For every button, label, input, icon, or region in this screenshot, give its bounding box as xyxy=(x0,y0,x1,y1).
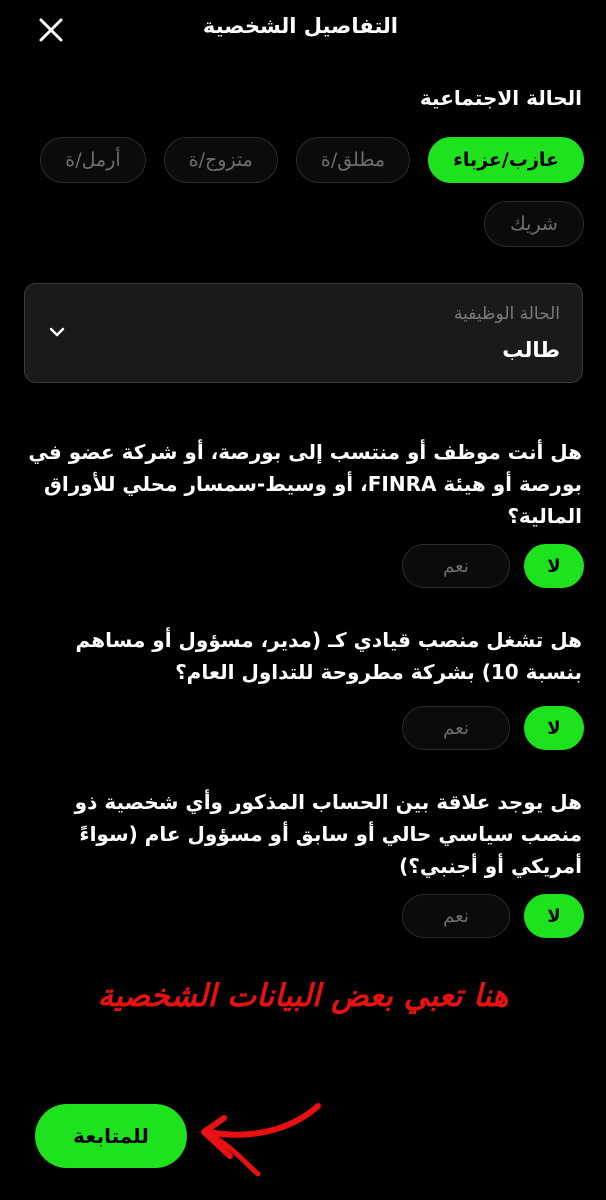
arrow-annotation-icon xyxy=(196,1100,326,1180)
chip-single[interactable]: عازب/عزباء xyxy=(428,137,584,183)
annotation-text: هنا تعبي بعض البيانات الشخصية xyxy=(97,978,509,1014)
answer-toggle-3 xyxy=(402,894,584,938)
answer-toggle-1 xyxy=(402,544,584,588)
header xyxy=(0,0,606,60)
continue-button[interactable]: للمتابعة xyxy=(35,1104,187,1168)
chip-married[interactable]: متزوج/ة xyxy=(164,137,278,183)
marital-status-label: الحالة الاجتماعية xyxy=(419,86,582,110)
question-exchange-affiliation: هل أنت موظف أو منتسب إلى بورصة، أو شركة عضو في بورصة أو هيئة FINRA، أو وسيط-سمسار محلي للأوراق المالية؟ xyxy=(28,440,582,528)
employment-status-dropdown[interactable] xyxy=(24,283,583,383)
page-title: التفاصيل الشخصية xyxy=(202,14,398,38)
close-button[interactable] xyxy=(36,15,66,45)
answer-yes-button-1[interactable]: نعم xyxy=(402,544,510,588)
answer-toggle-2 xyxy=(402,706,584,750)
close-icon xyxy=(36,15,66,45)
answer-no-button-2[interactable]: لا xyxy=(524,706,584,750)
question-political-exposure: هل يوجد علاقة بين الحساب المذكور وأي شخصية ذو منصب سياسي حالي أو سابق أو مسؤول عام (سواءً أمريكي أو أجنبي؟) xyxy=(74,790,582,878)
chevron-down-icon xyxy=(47,322,67,342)
question-leadership-position: هل تشغل منصب قيادي كـ (مدير، مسؤول أو مساهم بنسبة 10) بشركة مطروحة للتداول العام؟ xyxy=(75,628,582,684)
marital-status-options xyxy=(14,137,584,183)
chip-partner[interactable]: شريك xyxy=(484,201,584,247)
employment-status-label: الحالة الوظيفية xyxy=(454,304,560,324)
answer-no-button-1[interactable]: لا xyxy=(524,544,584,588)
answer-no-button-3[interactable]: لا xyxy=(524,894,584,938)
employment-status-value: طالب xyxy=(502,338,560,362)
chip-divorced[interactable]: مطلق/ة xyxy=(296,137,410,183)
answer-yes-button-2[interactable]: نعم xyxy=(402,706,510,750)
chip-widowed[interactable]: أرمل/ة xyxy=(40,137,145,183)
answer-yes-button-3[interactable]: نعم xyxy=(402,894,510,938)
